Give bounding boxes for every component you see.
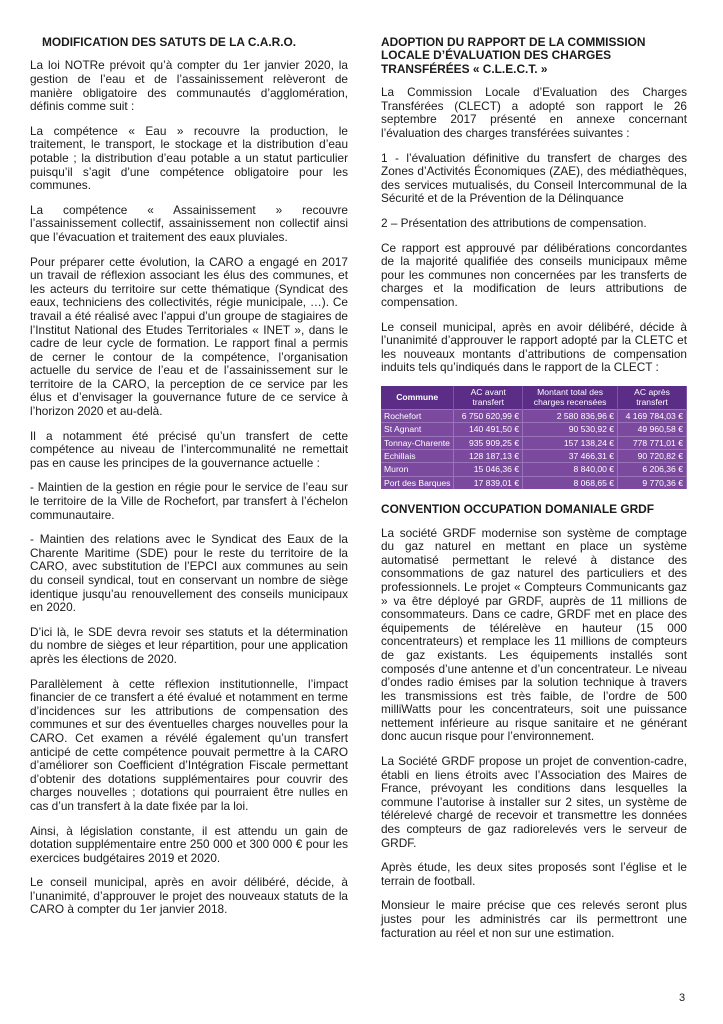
table-header: AC avant transfert xyxy=(454,386,523,409)
paragraph: 1 - l’évaluation définitive du transfert de charges des Zones d’Activités Économiques (ZAE), des médiathèques, des services mutualisés, du Conseil Intercommunal de la Sécurité et de la Prévention de la Délinquance xyxy=(381,150,687,206)
table-cell: 90 720,82 € xyxy=(618,449,687,462)
right-column xyxy=(381,36,687,951)
paragraph: Il a notamment été précisé qu’un transfert de cette compétence au niveau de l’intercommunalité ne remettait pas en cause les principes de la gouvernance actuelle : xyxy=(30,428,348,470)
table-cell: 6 750 620,99 € xyxy=(454,409,523,422)
paragraph: 2 – Présentation des attributions de compensation. xyxy=(381,215,647,230)
paragraph: Pour préparer cette évolution, la CARO a engagé en 2017 un travail de réflexion associant les élus des communes, et les acteurs du territoire sur cette thématique (Syndicat des eaux, techniciens des collectivités, régie municipale, …). Ce travail a été réalisé avec l’appui d’un groupe de stagiaires de l’Institut National des Etudes Territoriales « INET », dans le cadre de leur cycle de formation. Le rapport final a permis de cerner le contour de la compétence, l’organisation actuelle du service de l’eau et de l’assainissement sur le territoire de la CARO, la perception de ce service par les élus et d’envisager la gouvernance future de ce service à l’horizon 2020 et au-delà. xyxy=(30,254,348,419)
table-cell: 157 138,24 € xyxy=(523,436,618,449)
table-header: Montant total des charges recensées xyxy=(523,386,618,409)
table-row xyxy=(381,449,687,462)
table-row xyxy=(381,423,687,436)
table-header: Commune xyxy=(381,386,454,409)
paragraph: La loi NOTRe prévoit qu’à compter du 1er janvier 2020, la gestion de l’eau et de l’assainissement relèveront de manière obligatoire des communautés d’agglomération, définis comme suit : xyxy=(30,58,348,114)
table-cell: 17 839,01 € xyxy=(454,476,523,489)
table-cell: 49 960,58 € xyxy=(618,423,687,436)
paragraph: Le conseil municipal, après en avoir délibéré, décide à l’unanimité d’approuver le rapport adopté par la CLETC et les nouveaux montants d’attributions de compensation induits tels qu’indiqués dans le rapport de la CLECT : xyxy=(381,319,687,375)
paragraph: Monsieur le maire précise que ces relevés seront plus justes pour les administrés car ils permettront une facturation au réel et non sur une estimation. xyxy=(381,898,687,940)
table-cell: 2 580 836,96 € xyxy=(523,409,618,422)
table-cell: Tonnay-Charente xyxy=(381,436,454,449)
table-cell: 4 169 784,03 € xyxy=(618,409,687,422)
paragraph: La compétence « Eau » recouvre la production, le traitement, le transport, le stockage et la distribution d’eau potable ; la distribution d’eau potable a un statut particulier puisqu’il s’agit d’une compétence obligatoire pour les communes. xyxy=(30,123,348,193)
compensation-table xyxy=(381,386,687,489)
paragraph: Parallèlement à cette réflexion institutionnelle, l’impact financier de ce transfert a été évalué et notamment en terme d’incidences sur les attributions de compensation des communes et sur des éventuelles charges nouvelles pour la CARO. Cet examen a révélé également qu’un transfert anticipé de cette compétence pouvait permettre à la CARO d’améliorer son Coefficient d’Intégration Fiscale permettant d’obtenir des dotations supplémentaires pour couvrir des charges nouvelles ; dotations qui pourraient être nulles en cas d’un transfert à la date fixée par la loi. xyxy=(30,676,348,813)
paragraph: Le conseil municipal, après en avoir délibéré, décide, à l’unanimité, d’approuver le projet des nouveaux statuts de la CARO à compter du 1er janvier 2018. xyxy=(30,875,348,917)
table-cell: 778 771,01 € xyxy=(618,436,687,449)
paragraph: - Maintien des relations avec le Syndicat des Eaux de la Charente Maritime (SDE) pour le reste du territoire de la CARO, avec substitution de l’EPCI aux communes au sein du conseil syndical, tout en conservant un nombre de siège identique jusqu’au renouvellement des conseils municipaux en 2020. xyxy=(30,532,348,615)
table-cell: 140 491,50 € xyxy=(454,423,523,436)
table-row xyxy=(381,409,687,422)
paragraph: La Commission Locale d’Evaluation des Charges Transférées (CLECT) a adopté son rapport le 26 septembre 2017 présenté en annexe concernant l’évaluation des charges transférées suivantes : xyxy=(381,85,687,140)
table-row xyxy=(381,476,687,489)
table-cell: 15 046,36 € xyxy=(454,463,523,476)
table-cell: 8 840,00 € xyxy=(523,463,618,476)
table-cell: Port des Barques xyxy=(381,476,454,489)
table-cell: 6 206,36 € xyxy=(618,463,687,476)
page-number: 3 xyxy=(679,992,686,1004)
table-cell: 935 909,25 € xyxy=(454,436,523,449)
paragraph: D’ici là, le SDE devra revoir ses statuts et la détermination du nombre de sièges et leur répartition, pour une application après les élections de 2020. xyxy=(30,624,348,666)
table-cell: 8 068,65 € xyxy=(523,476,618,489)
table-cell: 37 466,31 € xyxy=(523,449,618,462)
paragraph: Ainsi, à législation constante, il est attendu un gain de dotation supplémentaire entre 250 000 et 300 000 € pour les exercices budgétaires 2019 et 2020. xyxy=(30,823,348,865)
table-cell: Rochefort xyxy=(381,409,454,422)
table-cell: 9 770,36 € xyxy=(618,476,687,489)
table-header: AC après transfert xyxy=(618,386,687,409)
table-cell: 90 530,92 € xyxy=(523,423,618,436)
paragraph: Après étude, les deux sites proposés sont l’église et le terrain de football. xyxy=(381,860,687,888)
table-cell: 128 187,13 € xyxy=(454,449,523,462)
paragraph: La société GRDF modernise son système de comptage du gaz naturel en mettant en place un système automatisé permettant le relevé à distance des consommations de gaz naturel des particuliers et des professionnels. Le projet « Compteurs Communicants gaz » va être déployé par GRDF, auprès de 11 millions de consommateurs. Dans ce cadre, GRDF met en place des équipements de télérelève en hauteur (15 000 concentrateurs) et remplace les 11 millions de compteurs de gaz existants. Les équipements installés sont composés d’une antenne et d’un concentrateur. Le niveau d’ondes radio émises par la solution technique à travers les transmissions est très faible, de l’ordre de 500 milliWatts pour les concentrateurs, soit une puissance nettement inférieure au risque sanitaire et ne générant donc aucun risque pour l’environnement. xyxy=(381,525,687,744)
table-header-row xyxy=(381,386,687,409)
section-title-clect: ADOPTION DU RAPPORT DE LA COMMISSION LOCALE D’ÉVALUATION DES CHARGES TRANSFÉRÉES « C.L.E.C.T. » xyxy=(381,35,646,76)
section-title-grdf: CONVENTION OCCUPATION DOMANIALE GRDF xyxy=(381,502,655,517)
left-column xyxy=(30,36,348,928)
table-cell: Muron xyxy=(381,463,454,476)
table-cell: Echillais xyxy=(381,449,454,462)
table-cell: St Agnant xyxy=(381,423,454,436)
paragraph: Ce rapport est approuvé par délibérations concordantes de la majorité qualifiée des conseils municipaux même pour les communes non concernées par les transferts de charges et la modification de leurs attributions de compensation. xyxy=(381,240,687,309)
paragraph: La compétence « Assainissement » recouvre l’assainissement collectif, assainissement non collectif ainsi que l’évacuation et traitement des eaux pluviales. xyxy=(30,202,348,244)
table-row xyxy=(381,436,687,449)
paragraph: La Société GRDF propose un projet de convention-cadre, établi en liens étroits avec l’Association des Maires de France, prévoyant les conditions dans lesquelles la commune l’autorise à installer sur 2 sites, un système de télérelevé chargé de recevoir et transmettre les données des compteurs de gaz radiorelevés vers le serveur de GRDF. xyxy=(381,754,687,850)
table-row xyxy=(381,463,687,476)
paragraph: - Maintien de la gestion en régie pour le service de l’eau sur le territoire de la Ville de Rochefort, par transfert à l’échelon communautaire. xyxy=(30,480,348,522)
section-title-statuts: MODIFICATION DES SATUTS DE LA C.A.R.O. xyxy=(42,35,297,49)
